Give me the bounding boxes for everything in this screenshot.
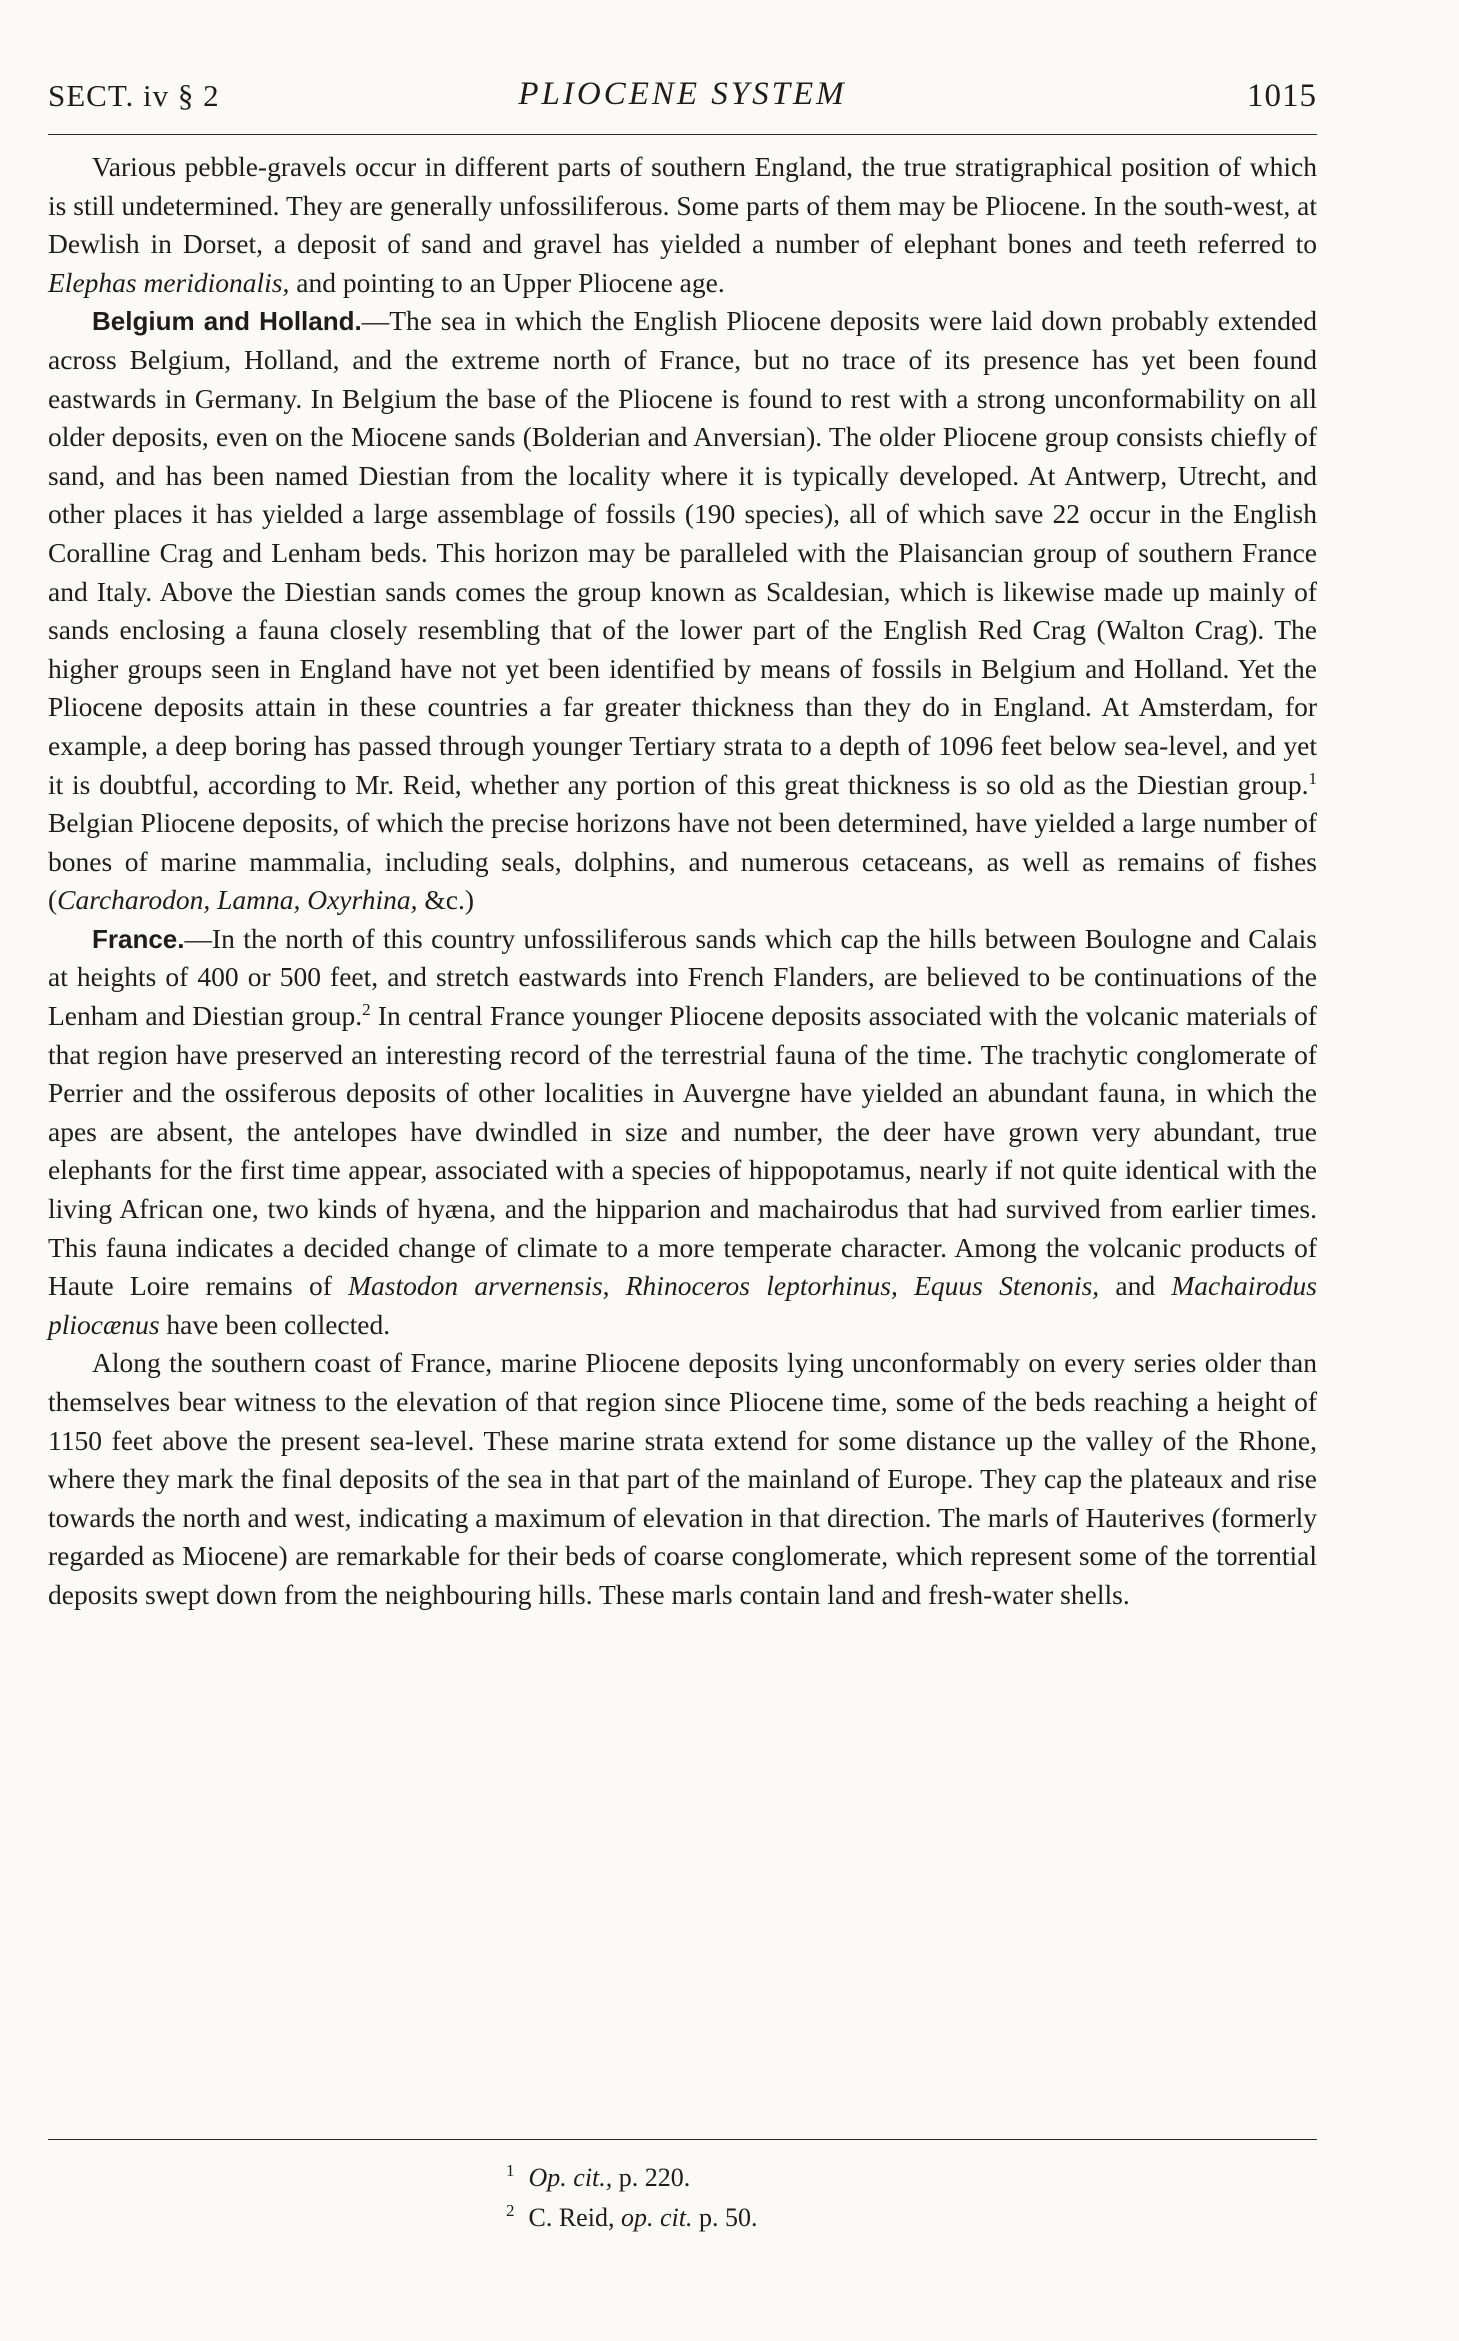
paragraph-text: Various pebble-gravels occur in different parts of southern England, the true stratigraphical position of which is still undetermined. They are generally unfossiliferous. Some parts of them may be Pliocene. In the south-west, at Dewlish in Dorset, a deposit of sand and gravel has yielded a number of elephant bones and teeth referred to xyxy=(48,151,1317,260)
footnote-citation: Op. cit., xyxy=(528,2163,613,2192)
page-title: PLIOCENE SYSTEM xyxy=(518,76,847,112)
footnote-citation: op. cit. xyxy=(620,2203,693,2232)
species-names: Mastodon arvernensis, Rhinoceros leptorhinus, Equus Stenonis, xyxy=(348,1270,1100,1302)
running-head xyxy=(48,70,1317,120)
paragraph-text: &c.) xyxy=(417,884,474,916)
footnotes xyxy=(506,2158,1106,2238)
paragraph-text: —The sea in which the English Pliocene deposits were laid down probably extended across Belgium, Holland, and the extreme north of France, but no trace of its presence has yet been found eastwards in Germany. In Belgium the base of the Pliocene is found to rest with a strong unconformability on all older deposits, even on the Miocene sands (Bolderian and Anversian). The older Pliocene group consists chiefly of sand, and has been named Diestian from the locality where it is typically developed. At Antwerp, Utrecht, and other places it has yielded a large assemblage of fossils (190 species), all of which save 22 occur in the English Coralline Crag and Lenham beds. This horizon may be paralleled with the Plaisancian group of southern France and Italy. Above the Diestian sands comes the group known as Scaldesian, which is likewise made up mainly of sands enclosing a fauna closely resembling that of the lower part of the English Red Crag (Walton Crag). The higher groups seen in England have not yet been identified by means of fossils in Belgium and Holland. Yet the Pliocene deposits attain in these countries a far greater thickness than they do in England. At Amsterdam, for example, a deep boring has passed through younger Tertiary strata to a depth of 1096 feet below sea-level, and yet it is doubtful, according to Mr. Reid, whether any portion of this great thickness is so old as the Diestian group. xyxy=(48,305,1317,800)
page-number: 1015 xyxy=(1247,78,1317,114)
paragraph-text: have been collected. xyxy=(159,1308,391,1340)
paragraph-text: In central France younger Pliocene deposits associated with the volcanic materials of that region have preserved an interesting record of the terrestrial fauna of the time. The trachytic conglomerate of Perrier and the ossiferous deposits of other localities in Auvergne have yielded an abundant fauna, in which the apes are absent, the antelopes have dwindled in size and number, the deer have grown very abundant, true elephants for the first time appear, associated with a species of hippopotamus, nearly if not quite identical with the living African one, two kinds of hyæna, and the hipparion and machairodus that had survived from earlier times. This fauna indicates a decided change of climate to a more temperate character. Among the volcanic products of Haute Loire remains of xyxy=(48,1000,1317,1302)
footnote-mark: 2 xyxy=(506,2201,515,2221)
footnote-text: C. Reid, xyxy=(528,2203,621,2232)
paragraph-text: and xyxy=(1099,1270,1172,1302)
footnote-text: p. 50. xyxy=(692,2203,758,2232)
genus-names: Carcharodon, Lamna, Oxyrhina, xyxy=(57,884,418,916)
paragraph-belgium-holland xyxy=(48,302,1317,920)
main-text xyxy=(48,148,1317,1615)
footnote-reference: 2 xyxy=(362,999,371,1019)
species-name: Machairodus pliocænus xyxy=(48,1270,1317,1340)
paragraph-heading: France. xyxy=(92,923,185,954)
footnote-rule xyxy=(48,2139,1317,2140)
paragraph-heading: Belgium and Holland. xyxy=(92,306,362,337)
paragraph-text: Along the southern coast of France, marine Pliocene deposits lying unconformably on every series older than themselves bear witness to the elevation of that region since Pliocene time, some of the beds reaching a height of 1150 feet above the present sea-level. These marine strata extend for some distance up the valley of the Rhone, where they mark the final deposits of the sea in that part of the mainland of Europe. They cap the plateaux and rise towards the north and west, indicating a maximum of elevation in that direction. The marls of Hauterives (formerly regarded as Miocene) are remarkable for their beds of coarse conglomerate, which represent some of the torrential deposits swept down from the neighbouring hills. These marls contain land and fresh-water shells. xyxy=(48,1347,1317,1610)
footnote-reference: 1 xyxy=(1308,768,1317,788)
paragraph-france xyxy=(48,920,1317,1345)
footnote-1 xyxy=(506,2158,1106,2198)
paragraph-pebble-gravels xyxy=(48,148,1317,302)
footnote-mark: 1 xyxy=(506,2161,515,2181)
paragraph-text: —In the north of this country unfossiliferous sands which cap the hills between Boulogne and Calais at heights of 400 or 500 feet, and stretch eastwards into French Flanders, are believed to be continuations of the Lenham and Diestian group. xyxy=(48,922,1317,1032)
paragraph-text: and pointing to an Upper Pliocene age. xyxy=(289,266,725,298)
footnote-2 xyxy=(506,2198,1106,2238)
species-name: Elephas meridionalis, xyxy=(48,266,290,298)
header-rule xyxy=(48,134,1317,135)
paragraph-text: Belgian Pliocene deposits, of which the precise horizons have not been determined, have yielded a large number of bones of marine mammalia, including seals, dolphins, and numerous cetaceans, as well as remains of fishes ( xyxy=(48,807,1317,916)
paragraph-southern-coast xyxy=(48,1344,1317,1614)
section-reference: SECT. iv § 2 xyxy=(48,78,220,113)
footnote-text: p. 220. xyxy=(612,2163,691,2192)
